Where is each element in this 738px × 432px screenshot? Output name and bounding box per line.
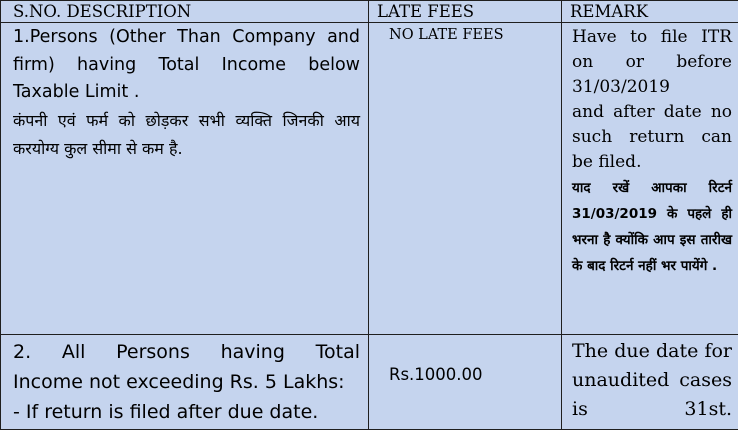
- header-remark: REMARK: [562, 1, 738, 23]
- table-header-row: [1, 1, 738, 23]
- header-late-fees: LATE FEES: [369, 1, 562, 23]
- row1-description-hindi: कंपनी एवं फर्म को छोड़कर सभी व्यक्ति जिनकी आय करयोग्य कुल सीमा से कम है.: [13, 110, 360, 158]
- row1-remark-cell: [562, 23, 738, 335]
- row1-late-fee: NO LATE FEES: [389, 27, 504, 43]
- row1-remark-english-1: Have to file ITR on or before 31/03/2019: [572, 27, 732, 97]
- row2-description-line3: - If return is filed after due date.: [13, 401, 319, 423]
- row2-remark-cell: [562, 335, 738, 430]
- row2-description-cell: [1, 335, 369, 430]
- header-description: S.NO. DESCRIPTION: [1, 1, 369, 23]
- row2-description-line1: 2. All Persons having Total: [13, 341, 360, 363]
- row1-fee-cell: [369, 23, 562, 335]
- row2-description-line2: Income not exceeding Rs. 5 Lakhs:: [13, 371, 345, 393]
- row1-description-english: 1.Persons (Other Than Company and firm) having Total Income below Taxable Limit .: [13, 27, 360, 102]
- row1-description-cell: [1, 23, 369, 335]
- row1-remark-english-2: and after date no such return can be filed.: [572, 102, 732, 172]
- table-row: [1, 335, 738, 430]
- row2-fee-cell: [369, 335, 562, 430]
- row1-remark-hindi: याद रखें आपका रिटर्न 31/03/2019 के पहले ही भरना है क्योंकि आप इस तारीख के बाद रिटर्न नहीं भर पायेंगे .: [572, 180, 732, 274]
- row2-description: [13, 337, 360, 427]
- table-row: [1, 23, 738, 335]
- row2-remark: The due date for unaudited cases is 31st.: [572, 340, 732, 420]
- row2-late-fee: Rs.1000.00: [389, 365, 483, 384]
